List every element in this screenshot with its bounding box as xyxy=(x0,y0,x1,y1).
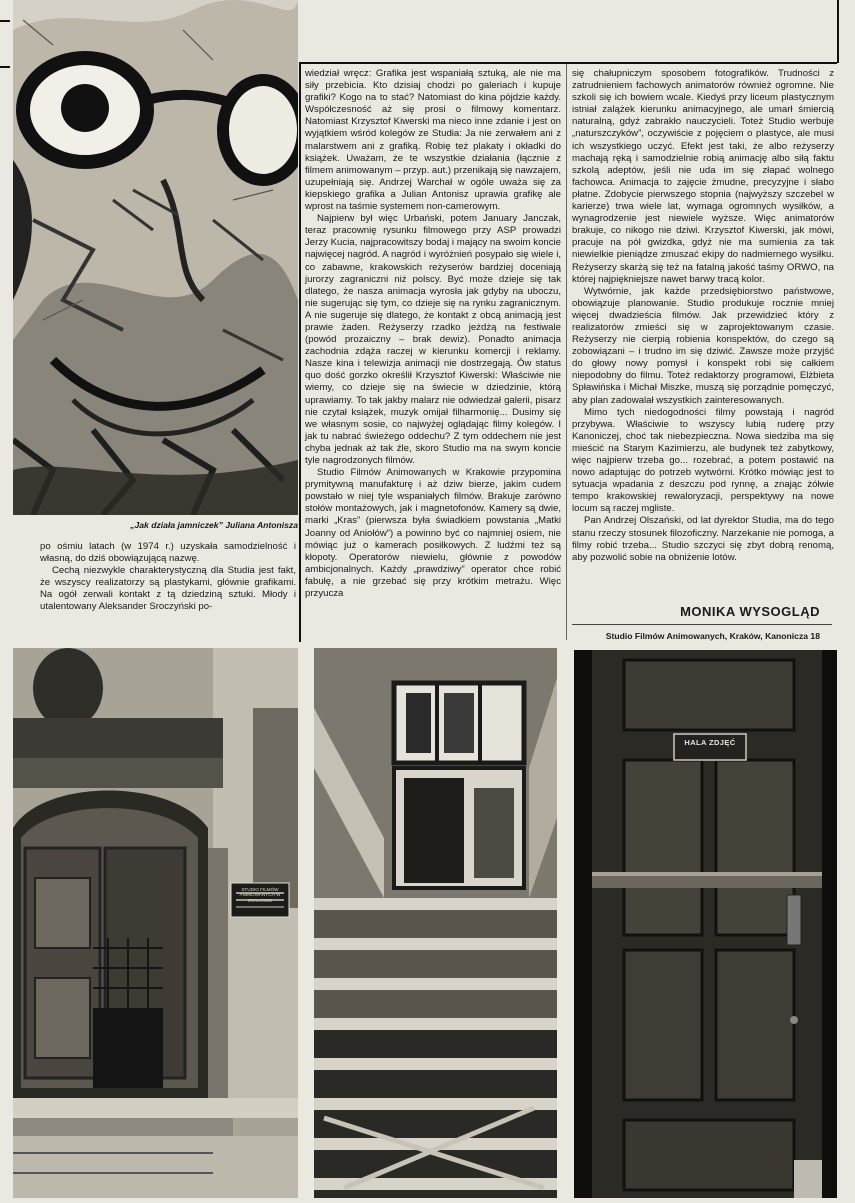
top-rule xyxy=(300,62,837,64)
staircase-photo-graphic xyxy=(314,648,557,1198)
portal-photo-graphic xyxy=(13,648,298,1198)
column-rule-2 xyxy=(566,64,567,640)
paragraph: Mimo tych niedogodności filmy powstają i nagród przybywa. Właściwie to wszyscy lubią ruderę przy Kanoniczej, choć tak niebezpieczna. Nowa siedziba ma się mieścić na Starym Kazimierzu, ale budynek też zabytkowy, więc najpierw trzeba go... rozebrać, a potem postawić na nowo adaptując do potrzeb wytwórni. Krótko mówiąc jest to sytuacja wpadania z deszczu pod rynnę, a znając żółwie tempo krakowskiej rewaloryzacji, perspektywy na nowe locum są raczej mgliste. xyxy=(572,406,834,515)
edge-mark xyxy=(0,66,10,68)
illustration-caption: „Jak działa jamniczek” Juliana Antonisza xyxy=(130,520,298,530)
column-rule xyxy=(299,62,301,642)
photo-staircase xyxy=(314,648,557,1198)
address-rule xyxy=(572,624,832,625)
column-3-text xyxy=(572,68,834,564)
photo-portal xyxy=(13,648,298,1198)
paragraph: Najpierw był więc Urbański, potem January Janczak, teraz pracownię rysunku filmowego przy ASP prowadzi Jerzy Kucia, najpracowitszy bodaj i mający na swoim koncie najwięcej nagród. A nagród i wyróżnień posypało się wiele i, co zabawne, krakowskich reżyserów bardziej doceniają jurorzy zagraniczni niż polscy. Być może dzieje się tak dlatego, że nasza animacja wyrosła jak gdyby na uboczu, nie sugerując się tym, co dzieje się na rynku zagranicznym. A nie sugeruje się dlatego, że kontakt z obcą animacją jest prawie żaden. Reżyserzy rzadko jeżdżą na festiwale (powód prozaiczny – brak dewiz). Ponadto animacja zachodnia zdąża raczej w kierunku komercji i reklamy. Nasze kina i telewizja animacji nie dostrzegają. Ów status quo dość gorzko określił Krzysztof Kiwerski: Właściwie nie wiemy, co dzieje się na świecie w dziedzinie, którą uprawiamy. To tak jakby malarz nie odwiedzał galerii, pisarz nie czytał książek, muzyk omijał filharmonię... Dusimy się we własnym sosie, co najwyżej oglądając filmy kolegów. I jak tu nabrać świeżego oddechu? Z tym oddechem nie jest chyba jednak aż tak źle, skoro Studio ma na swym koncie tyle nagrodzonych filmów. xyxy=(305,213,561,466)
right-edge-rule xyxy=(837,0,839,63)
photo-hall-door xyxy=(574,650,837,1198)
column-1-text xyxy=(40,541,296,614)
door-photo-graphic xyxy=(574,650,837,1198)
paragraph: Wytwórnie, jak każde przedsiębiorstwo państwowe, obowiązuje planowanie. Studio produkuje rocznie mniej więcej dwadzieścia filmów. Jak przewidzieć który z realizatorów zmieści się w zaprojektowanym czasie. Reżyserzy nie cierpią robienia konspektów, do czego są zobowiązani – i trudno im się dziwić. Zawsze może przyjść do głowy nowy pomysł i konspekt robi się całkiem niepodobny do filmu. Toteż redaktorzy programowi, Elżbieta Spławińska i Michał Miszke, muszą się porządnie pomęczyć, aby plan zadowalał wszystkich zainteresowanych. xyxy=(572,285,834,406)
paragraph: się chałupniczym sposobem fotografików. Trudności z zatrudnieniem fachowych animatorów również ogromne. Nie szkoli się ich bowiem wcale. Kiedyś przy liceum plastycznym istniał zalążek kierunku animacyjnego, ale umarł śmiercią naturalną, gdyż zabrakło nauczycieli. Toteż Studio werbuje „naturszczyków”, oczywiście z pojęciem o plastyce, ale musi ich wszystkiego uczyć. Efekt jest taki, że albo reżyserzy machają ręką i samodzielnie robią animację albo siłą faktu szkolą adeptów, jeśli nie uda im się złapać wolnego fachowca. Animacja to zajęcie żmudne, precyzyjne i słabo płatne. Zdobycie pierwszego stopnia (najwyższy szczebel w karierze) trwa wiele lat, wymaga ogromnych wysiłków, a wynagrodzenie jest niewiele wyższe. Więc animatorów brakuje, co nikogo nie dziwi. Krzysztof Kiwerski, jak mówi, pracuje na pół gwizdka, gdyż nie ma sumienia za tak niewielkie pieniądze zmuszać ekipy do nadmiernego wysiłku. Reżyserzy skarżą się też na fatalną jakość taśmy ORWO, na której najpiękniejsze nawet barwy tracą kolor. xyxy=(572,68,834,285)
paragraph: Studio Filmów Animowanych w Krakowie przypomina prymitywną manufakturę i aż dziw bierze, jakim cudem powstało w niej tyle wspaniałych filmów. Brakuje zarówno stołów montażowych, jak i magnetofonów. Kamery są dwie, marki „Kras” (pierwsza była świadkiem powstania „Matki Joanny od Aniołów”) a powinno być co najmniej osiem, nie mówiąc już o kamerach posiłkowych. Z ludźmi też są kłopoty. Operatorów niewielu, głównie z powodów ambicjonalnych. Każdy „prawdziwy” operator chce robić fabułę, a nie grzebać się przy krótkim metrażu. Więc przyucza xyxy=(305,467,561,600)
illustration-jamniczek xyxy=(13,0,298,515)
paragraph: Pan Andrzej Olszański, od lat dyrektor Studia, ma do tego stanu rzeczy stosunek filozoficzny. Narzekanie nie pomoga, a filmy robić trzeba... Studio szczyci się zbyt dobrą renomą, aby pozwolić sobie na obniżenie lotów. xyxy=(572,515,834,563)
studio-sign-text: STUDIO FILMÓW ANIMOWANYCH W KRAKOWIE xyxy=(239,887,281,903)
paragraph: Cechą niezwykle charakterystyczną dla Studia jest fakt, że wszyscy realizatorzy są plastykami, głównie grafikami. Na ogół zerwali kontakt z tą dziedziną sztuki. Młody i utalentowany Aleksander Sroczyński po- xyxy=(40,565,296,613)
column-2-text xyxy=(305,68,561,600)
edge-mark xyxy=(0,20,10,22)
author-name: MONIKA WYSOGLĄD xyxy=(680,604,820,619)
cartoon-face-graphic xyxy=(13,0,298,515)
paragraph: wiedział wręcz: Grafika jest wspaniałą sztuką, ale nie ma siły przebicia. Kto dzisiaj chodzi po galeriach i kupuje grafiki? Kogo na to stać? Natomiast do kina pójdzie każdy. Współczesność aż się prosi o filmowy komentarz. Natomiast Krzysztof Kiwerski ma nieco inne zdanie i jest on wyjątkiem wśród kolegów ze Studia: Ja nie zerwałem ani z malarstwem ani z grafiką. Robię też plakaty i okładki do książek. Uważam, że te wszystkie działania (łącznie z filmem animowanym – przyp. aut.) przenikają się nawzajem, uzupełniają się. Andrzej Warchał w ogóle uważa się za kiepskiego grafika a Julian Antonisz uprawia grafikę ale wprost na taśmie systemem non-camerowym. xyxy=(305,68,561,213)
hall-sign-text: HALA ZDJĘĆ xyxy=(684,738,736,747)
studio-address: Studio Filmów Animowanych, Kraków, Kanonicza 18 xyxy=(605,631,820,641)
paragraph: po ośmiu latach (w 1974 r.) uzyskała samodzielność i własną, do dziś obowiązującą nazwę. xyxy=(40,541,296,565)
